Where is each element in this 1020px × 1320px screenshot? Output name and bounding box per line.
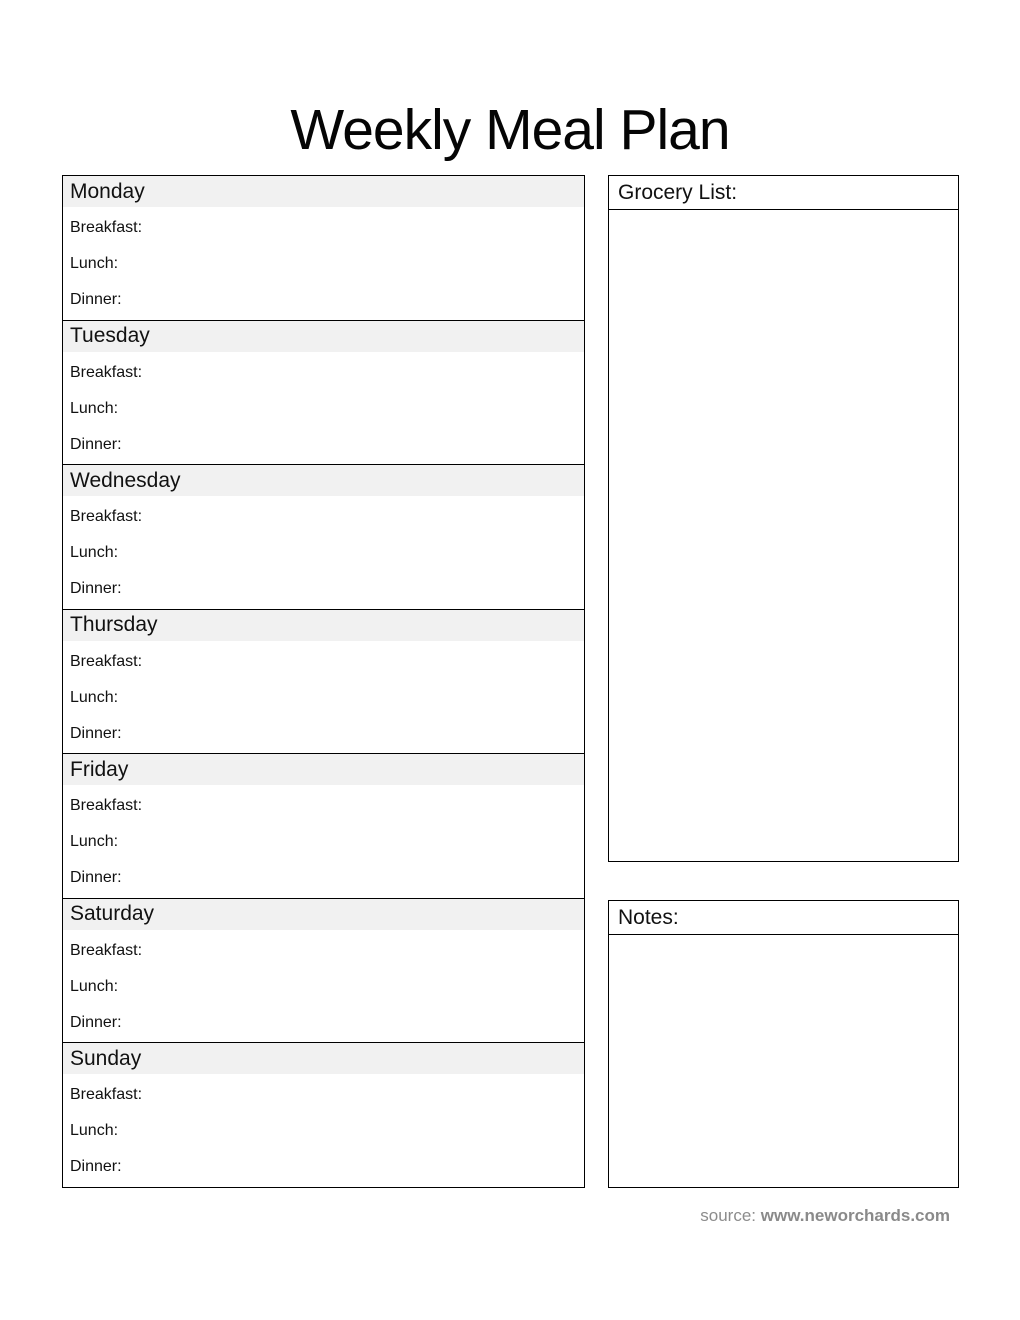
day-body xyxy=(63,1074,584,1187)
day-header xyxy=(63,465,584,496)
meal-label: Lunch: xyxy=(70,977,119,995)
meal-row[interactable] xyxy=(70,824,584,860)
meal-row[interactable] xyxy=(70,499,584,535)
meal-label: Dinner: xyxy=(70,724,122,742)
meal-label: Breakfast: xyxy=(70,508,143,526)
notes-header xyxy=(609,901,958,935)
meal-row[interactable] xyxy=(70,860,584,896)
day-name-label: Saturday xyxy=(70,902,155,926)
day-section xyxy=(63,898,584,1043)
notes-body[interactable] xyxy=(609,935,958,1187)
day-header xyxy=(63,321,584,352)
meal-row[interactable] xyxy=(70,1077,584,1113)
meal-label: Lunch: xyxy=(70,255,119,272)
day-body xyxy=(63,352,584,465)
grocery-list-body[interactable] xyxy=(609,210,958,861)
grocery-list-box xyxy=(608,175,959,862)
meal-label: Lunch: xyxy=(70,833,119,851)
day-name-label: Sunday xyxy=(70,1046,142,1070)
grocery-list-title: Grocery List: xyxy=(618,180,738,204)
grocery-list-header xyxy=(609,176,958,210)
meal-row[interactable] xyxy=(70,1113,584,1149)
day-name-label: Monday xyxy=(70,179,145,203)
day-section xyxy=(63,464,584,609)
page-title: Weekly Meal Plan xyxy=(290,98,730,163)
source-label: source: xyxy=(700,1206,761,1225)
meal-row[interactable] xyxy=(70,246,584,282)
meal-row[interactable] xyxy=(70,427,584,463)
notes-box xyxy=(608,900,959,1188)
day-header xyxy=(63,754,584,785)
meal-label: Breakfast: xyxy=(70,652,143,670)
day-section xyxy=(63,176,584,320)
meal-row[interactable] xyxy=(70,355,584,391)
day-header xyxy=(63,176,584,207)
day-body xyxy=(63,207,584,320)
meal-row[interactable] xyxy=(70,969,584,1005)
notes-title: Notes: xyxy=(618,905,679,929)
meal-row[interactable] xyxy=(70,391,584,427)
day-body xyxy=(63,930,584,1043)
day-section xyxy=(63,609,584,754)
meal-label: Dinner: xyxy=(70,1158,122,1176)
meal-label: Dinner: xyxy=(70,1013,122,1031)
meal-label: Lunch: xyxy=(70,1122,119,1140)
meal-label: Lunch: xyxy=(70,399,119,417)
day-name-label: Tuesday xyxy=(70,324,150,348)
meal-label: Breakfast: xyxy=(70,1086,143,1104)
day-name-label: Wednesday xyxy=(70,468,181,492)
source-attribution xyxy=(700,1206,950,1226)
day-name-label: Friday xyxy=(70,757,129,781)
day-header xyxy=(63,610,584,641)
meal-label: Dinner: xyxy=(70,435,122,453)
day-body xyxy=(63,785,584,898)
meal-row[interactable] xyxy=(70,680,584,716)
meal-row[interactable] xyxy=(70,933,584,969)
meal-row[interactable] xyxy=(70,571,584,607)
day-section xyxy=(63,320,584,465)
meal-label: Dinner: xyxy=(70,580,122,598)
day-header xyxy=(63,899,584,930)
meal-label: Breakfast: xyxy=(70,941,143,959)
day-section xyxy=(63,753,584,898)
day-header xyxy=(63,1043,584,1074)
meal-label: Breakfast: xyxy=(70,797,143,815)
meal-row[interactable] xyxy=(70,282,584,318)
meal-row[interactable] xyxy=(70,210,584,246)
meal-row[interactable] xyxy=(70,644,584,680)
meal-row[interactable] xyxy=(70,535,584,571)
meal-row[interactable] xyxy=(70,1005,584,1041)
meal-label: Dinner: xyxy=(70,869,122,887)
meal-row[interactable] xyxy=(70,716,584,752)
day-name-label: Thursday xyxy=(70,613,158,637)
day-body xyxy=(63,641,584,754)
day-body xyxy=(63,496,584,609)
source-site-link[interactable]: www.neworchards.com xyxy=(760,1206,950,1225)
meal-label: Lunch: xyxy=(70,544,119,562)
meal-label: Breakfast: xyxy=(70,363,143,381)
meal-label: Dinner: xyxy=(70,291,122,308)
meal-row[interactable] xyxy=(70,788,584,824)
meal-row[interactable] xyxy=(70,1149,584,1185)
meal-label: Breakfast: xyxy=(70,219,143,236)
meal-label: Lunch: xyxy=(70,688,119,706)
day-section xyxy=(63,1042,584,1187)
meal-plan-table xyxy=(62,175,585,1188)
